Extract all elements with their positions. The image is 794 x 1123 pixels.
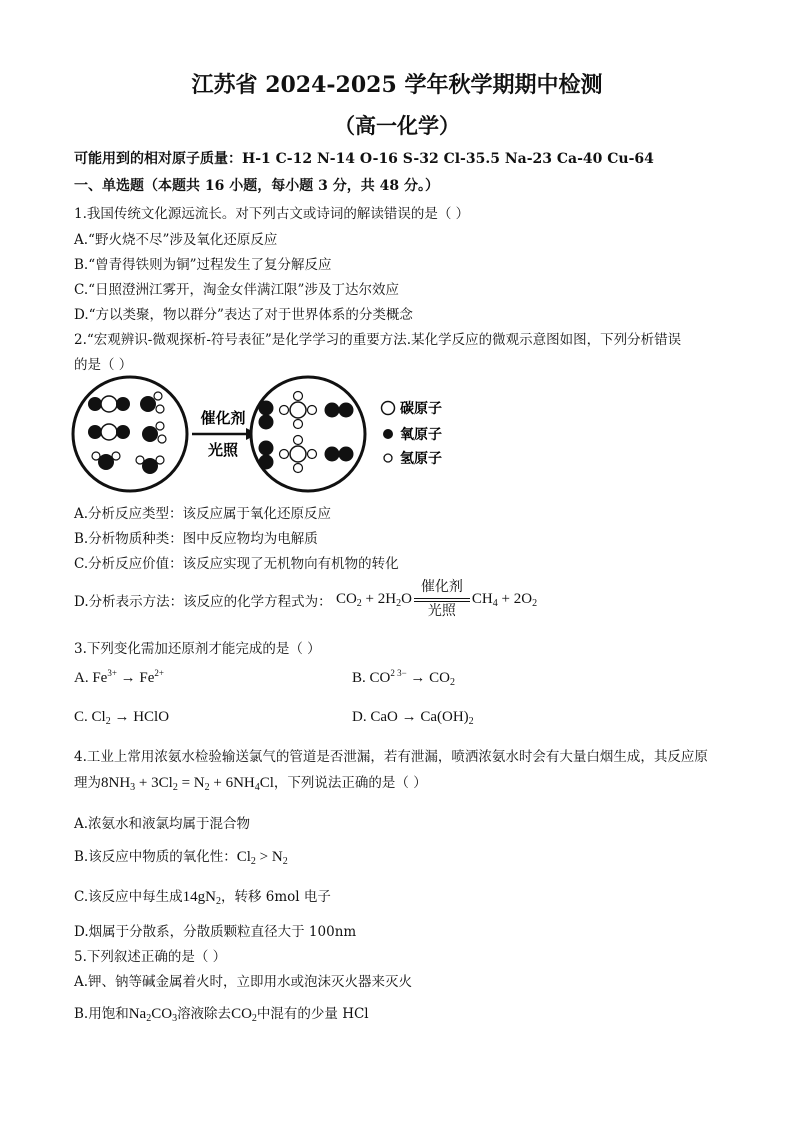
reaction-diagram (70, 374, 470, 496)
co2-molecule (88, 396, 130, 412)
legend-carbon-label: 碳原子 (400, 401, 442, 417)
q2-option-d-text: D.分析表示方法：该反应的化学方程式为： (74, 594, 332, 610)
q4-option-d: D.烟属于分散系，分散质颗粒直径大于 100nm (74, 924, 357, 940)
eq-catalyst: 催化剂 (420, 580, 463, 595)
q4-option-b-formula: $Cl_2 > N_2$ (236, 849, 288, 867)
q2-option-c: C.分析反应价值：该反应实现了无机物向有机物的转化 (74, 556, 399, 572)
co2-molecule (88, 424, 130, 440)
q3-option-d: D. CaO → $Ca(OH)_2$ (352, 709, 474, 727)
q4-stem-line1: 4.工业上常用浓氨水检验输送氯气的管道是否泄漏，若有泄漏，喷洒浓氨水时会有大量白烟生成，其反应原 (74, 749, 708, 765)
q4-stem2-prefix: 理为 (74, 775, 101, 791)
legend-oxygen-label: 氧原子 (400, 427, 442, 443)
section-heading: 一、单选题（本题共 16 小题，每小题 3 分，共 48 分。） (74, 178, 439, 194)
page-title: 江苏省 2024-2025 学年秋学期期中检测 (191, 72, 603, 98)
q3-option-a: A. $Fe^{3+} \to Fe^{2+}$ (74, 668, 164, 686)
q5-option-b-formula2: $CO_2$ (231, 1006, 257, 1024)
q5-option-b-formula1: $Na_2CO_3$ (128, 1006, 178, 1024)
arrow-label-top: 催化剂 (200, 409, 246, 427)
atomic-masses: 可能用到的相对原子质量：H-1 C-12 N-14 O-16 S-32 Cl-35.5 Na-23 Ca-40 Cu-64 (74, 151, 654, 167)
q4-equation: $8NH_3 + 3Cl_2 = N_2 + 6NH_4Cl$ (101, 775, 274, 793)
q1-option-d: D.“方以类聚，物以群分”表达了对于世界体系的分类概念 (74, 307, 413, 323)
page-subtitle: （高一化学） (334, 113, 460, 138)
q2-option-b: B.分析物质种类：图中反应物均为电解质 (74, 531, 318, 547)
q4-option-a: A.浓氨水和液氯均属于混合物 (74, 816, 251, 832)
legend-hydrogen-icon (384, 454, 392, 462)
q5-option-b-suffix: 中混有的少量 HCl (256, 1006, 369, 1022)
q1-option-c: C.“日照澄洲江雾开，淘金女伴满江限”涉及丁达尔效应 (74, 282, 399, 298)
q4-option-b-text: B.该反应中物质的氧化性： (74, 849, 237, 865)
q2-option-a: A.分析反应类型：该反应属于氧化还原反应 (74, 506, 332, 522)
legend-hydrogen-label: 氢原子 (400, 451, 442, 467)
q3-stem: 3.下列变化需加还原剂才能完成的是（ ） (74, 641, 321, 657)
q2-equation: $CO_2 + 2H_2O$ $\frac{\text{催化剂}}{\text{光照}}$ $CH_4 + 2O_2$ (335, 580, 538, 619)
q4-stem2-suffix: ，下列说法正确的是（ ） (273, 775, 427, 791)
eq-light: 光照 (427, 604, 456, 619)
legend-oxygen-icon (383, 429, 393, 439)
q4-option-c (74, 885, 331, 907)
q3-option-c: C. $Cl_2$ → HClO (74, 709, 170, 727)
q5-stem: 5.下列叙述正确的是（ ） (74, 949, 227, 965)
q5-option-b-prefix: B.用饱和 (74, 1006, 129, 1022)
q4-option-c-formula: $14gN_2$ (182, 889, 221, 907)
q1-stem: 1.我国传统文化源远流长。对下列古文或诗词的解读错误的是（ ） (74, 206, 470, 222)
q4-option-b (74, 845, 288, 867)
q4-option-c-prefix: C.该反应中每生成 (74, 889, 183, 905)
q5-option-b (74, 1002, 369, 1024)
q2-option-d (74, 580, 537, 620)
q4-option-c-suffix: ，转移 6mol 电子 (220, 889, 331, 905)
product-circle (251, 377, 365, 491)
q4-stem-line2 (74, 771, 427, 793)
arrow-label-bottom: 光照 (207, 441, 239, 459)
legend-carbon-icon (382, 402, 395, 415)
q1-option-a: A.“野火烧不尽”涉及氧化还原反应 (74, 232, 278, 248)
q2-stem-line1: 2.“宏观辨识-微观探析-符号表征”是化学学习的重要方法.某化学反应的微观示意图如图，下列分析错误 (74, 332, 682, 348)
q2-stem-line2: 的是（ ） (74, 357, 133, 373)
q5-option-a: A.钾、钠等碱金属着火时，立即用水或泡沫灭火器来灭火 (74, 974, 413, 990)
q1-option-b: B.“曾青得铁则为铜”过程发生了复分解反应 (74, 257, 332, 273)
q5-option-b-mid: 溶液除去 (177, 1006, 232, 1022)
q3-option-b: B. $CO^{2 3-} \to CO_2$ (352, 668, 456, 688)
